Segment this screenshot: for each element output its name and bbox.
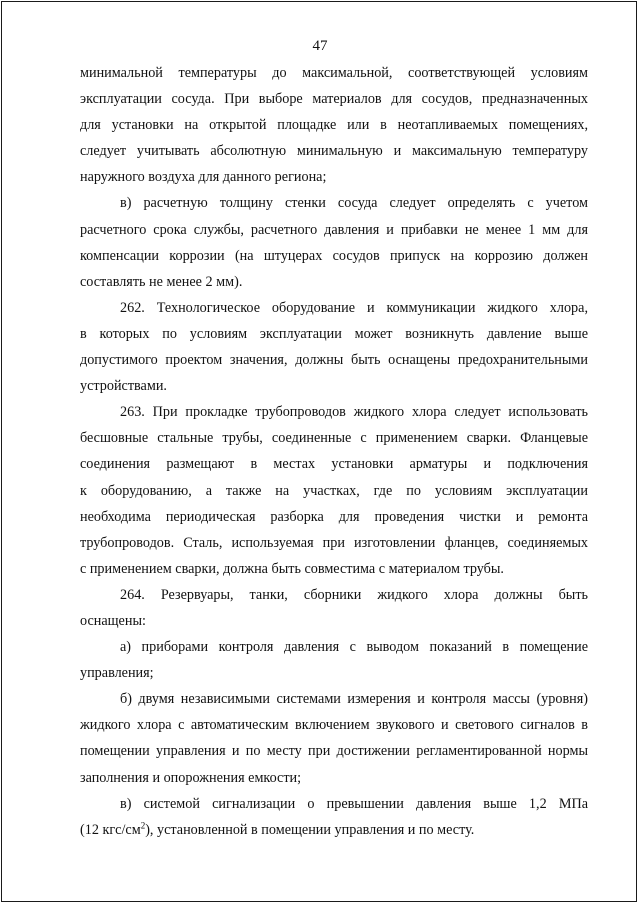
text-line: расчетного срока службы, расчетного давления и прибавки не менее 1 мм для — [80, 221, 588, 238]
text-line: а) приборами контроля давления с выводом показаний в помещение — [120, 639, 588, 656]
text-line: следует учитывать абсолютную минимальную и максимальную температуру — [80, 143, 588, 160]
text-line: жидкого хлора с автоматическим включением звукового и светового сигналов в — [80, 717, 588, 734]
text-line: в) системой сигнализации о превышении давления выше 1,2 МПа — [120, 795, 588, 812]
document-body — [80, 60, 588, 843]
text-line: в которых по условиям эксплуатации может возникнуть давление выше — [80, 325, 588, 342]
paragraph — [80, 295, 588, 399]
text-line: в) расчетную толщину стенки сосуда следует определять с учетом — [120, 195, 588, 212]
text-line: с применением сварки, должна быть совместима с материалом трубы. — [80, 560, 504, 577]
text-line: заполнения и опорожнения емкости; — [80, 769, 302, 786]
text-line: оснащены: — [80, 612, 146, 629]
page-number: 47 — [312, 38, 328, 54]
text-line: (12 кгс/$см^2$), установленной в помещении управления и по месту. — [80, 819, 475, 838]
text-line: компенсации коррозии (на штуцерах сосудов припуск на коррозию должен — [80, 247, 588, 264]
text-line: управления; — [80, 665, 154, 682]
text-line: б) двумя независимыми системами измерения и контроля массы (уровня) — [120, 691, 588, 708]
text-line: наружного воздуха для данного региона; — [80, 169, 327, 186]
text-line: трубопроводов. Сталь, используемая при изготовлении фланцев, соединяемых — [80, 534, 588, 551]
text-line: соединения размещают в местах установки арматуры и подключения — [80, 456, 588, 473]
text-line: составлять не менее 2 мм). — [80, 273, 243, 290]
text-line: допустимого проектом значения, должны быть оснащены предохранительными — [80, 352, 588, 369]
paragraph — [80, 634, 588, 686]
text-line: 264. Резервуары, танки, сборники жидкого хлора должны быть — [120, 586, 588, 603]
paragraph — [80, 791, 588, 843]
text-line: минимальной температуры до максимальной, соответствующей условиям — [80, 65, 588, 81]
text-line: устройствами. — [80, 378, 167, 395]
superscript-exponent: 2 — [140, 819, 146, 830]
text-line: необходима периодическая разборка для проведения чистки и ремонта — [80, 508, 588, 525]
text-line: для установки на открытой площадке или в неотапливаемых помещениях, — [80, 117, 588, 134]
paragraph — [80, 60, 588, 190]
text-line: эксплуатации сосуда. При выборе материалов для сосудов, предназначенных — [80, 91, 588, 108]
text-line: помещении управления и по месту при достижении регламентированной нормы — [80, 743, 588, 760]
text-line: к оборудованию, а также на участках, где по условиям эксплуатации — [80, 482, 588, 499]
paragraph — [80, 582, 588, 634]
text-line: бесшовные стальные трубы, соединенные с применением сварки. Фланцевые — [80, 430, 588, 447]
text-line: 263. При прокладке трубопроводов жидкого хлора следует использовать — [120, 404, 588, 421]
paragraph — [80, 399, 588, 582]
paragraph — [80, 686, 588, 790]
text-line: 262. Технологическое оборудование и коммуникации жидкого хлора, — [120, 299, 588, 316]
paragraph — [80, 190, 588, 294]
